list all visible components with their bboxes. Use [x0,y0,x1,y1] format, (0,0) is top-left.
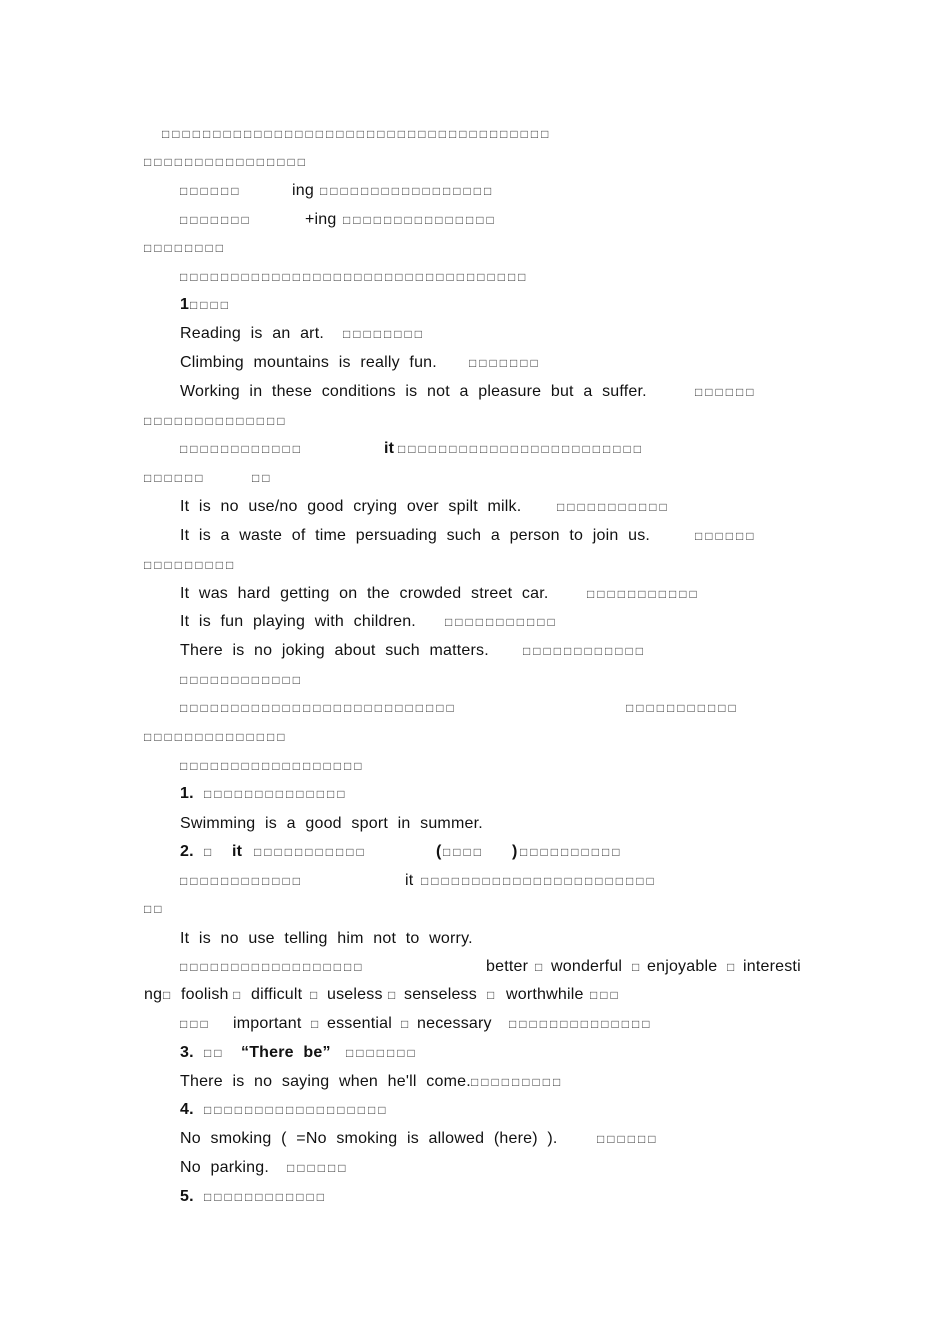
text-run: ) [512,843,518,860]
text-run: □□□□□□□ [346,1046,418,1060]
text-run: □ [535,960,546,974]
text-run: □□□□□□ [695,529,757,543]
text-run: There is no joking about such matters. [180,642,489,659]
text-run: 5. [180,1188,194,1205]
text-run: ing [292,182,314,199]
text-run: 1. [180,785,194,802]
text-run: □□□□□□□□□ [144,558,237,572]
text-run: □□□ [590,988,621,1002]
text-run: worthwhile [506,986,584,1003]
text-run: □□□□□□□□□□□□□□□□□□ [204,1103,389,1117]
text-run: foolish [181,986,229,1003]
text-run: 1 [180,296,190,313]
text-run: □□ [144,902,165,916]
text-run: □ [310,988,321,1002]
text-run: □□□□□□□□□□□□□□□□□□□□□□□□□□□□□□□□□□ [180,270,529,284]
text-run: □□□□□□□□□□□□ [180,874,303,888]
text-run: □□□□□□□□□□□□ [180,673,303,687]
text-run: difficult [251,986,303,1003]
text-run: □ [388,988,399,1002]
text-run: □□□□ [190,298,231,312]
text-run: it [405,872,414,889]
text-run: □□ [204,1046,225,1060]
text-run: □ [204,845,215,859]
text-run: enjoyable [647,958,718,975]
text-run: □□□□□□□□□□□ [445,615,558,629]
text-run: □□□□□□ [695,385,757,399]
text-run: □□□□□□□□□□□ [254,845,367,859]
text-run: □□□□□□□□□□□□□□□□□□□□□□□□□□□ [180,701,457,715]
text-run: □□□□□□□ [180,213,252,227]
text-run: Working in these conditions is not a pleasure but a suffer. [180,383,647,400]
text-run: essential [327,1015,392,1032]
text-run: 3. [180,1044,194,1061]
text-run: 2. [180,843,194,860]
text-run: wonderful [551,958,623,975]
text-run: □□□□□□□□□□□□□□ [204,787,348,801]
text-run: ( [436,843,442,860]
text-run: □□□□□□□□□□□ [557,500,670,514]
text-run: It is fun playing with children. [180,613,416,630]
text-run: □□□□□□□□□□□□ [204,1190,327,1204]
text-run: Reading is an art. [180,325,325,342]
text-run: □□□□□□□□□□□□□□□□ [144,155,308,169]
text-run: □ [727,960,738,974]
text-run: □ [163,988,174,1002]
text-run: □□□□□□ [287,1161,349,1175]
text-run: □□□□□□□□□□□□ [523,644,646,658]
text-run: □□□□□□ [597,1132,659,1146]
text-run: It is no use telling him not to worry. [180,930,473,947]
text-run: No parking. [180,1159,270,1176]
text-run: it [384,440,395,457]
text-run: senseless [404,986,477,1003]
text-run: □□□□□□□□ [144,241,226,255]
text-run: □ [233,988,244,1002]
text-run: □□□□□□□□□□□ [626,701,739,715]
text-run: □ [311,1017,322,1031]
text-run: □□□□□□□□□□□□□□□□□□□□□□□□□□□□□□□□□□□□□□ [162,127,552,141]
text-run: □□□□□□ [144,471,206,485]
text-run: □ [487,988,498,1002]
text-run: □□□□□□□□□□□□ [180,442,303,456]
text-run: □□□□□□□□□□□ [587,587,700,601]
text-run: □□□□□□□□□ [471,1075,564,1089]
text-run: No smoking ( =No smoking is allowed (here) ). [180,1130,558,1147]
text-run: “There be” [241,1044,331,1061]
text-run: □□□□□□□□□□□□□□□□□ [320,184,495,198]
text-run: □□□□□□□ [469,356,541,370]
text-run: □□□ [180,1017,211,1031]
text-run: It was hard getting on the crowded street car. [180,585,549,602]
text-run: □□□□□□□□□□□□□□ [144,414,288,428]
text-run: □□□□□□□□□□□□□□□ [343,213,497,227]
text-run: □□□□□□□□□□□□□□□□□□□□□□□□ [398,442,644,456]
text-run: interesti [743,958,801,975]
text-run: □□□□□□□□□□□□□□ [509,1017,653,1031]
text-run: Climbing mountains is really fun. [180,354,437,371]
text-run: It is no use/no good crying over spilt milk. [180,498,522,515]
text-run: □□□□□□□□ [343,327,425,341]
text-run: □□□□□□□□□□□□□□□□□□□□□□□ [421,874,657,888]
text-run: □□□□□□ [180,184,242,198]
text-run: 4. [180,1101,194,1118]
text-run: It is a waste of time persuading such a person to join us. [180,527,651,544]
text-run: □□□□□□□□□□□□□□ [144,730,288,744]
text-run: □□ [252,471,273,485]
text-run: useless [327,986,383,1003]
text-run: There is no saying when he'll come. [180,1073,471,1090]
text-run: Swimming is a good sport in summer. [180,815,483,832]
text-run: □□□□□□□□□□□□□□□□□□ [180,960,365,974]
text-run: it [232,843,243,860]
text-run: important [233,1015,302,1032]
text-run: □□□□□□□□□□□□□□□□□□ [180,759,365,773]
text-run: +ing [305,211,337,228]
text-run: □ [401,1017,412,1031]
text-run: □□□□□□□□□□ [520,845,623,859]
text-run: necessary [417,1015,492,1032]
text-run: better [486,958,529,975]
text-run: □□□□ [443,845,484,859]
text-run: ng [144,986,163,1003]
text-run: □ [632,960,643,974]
